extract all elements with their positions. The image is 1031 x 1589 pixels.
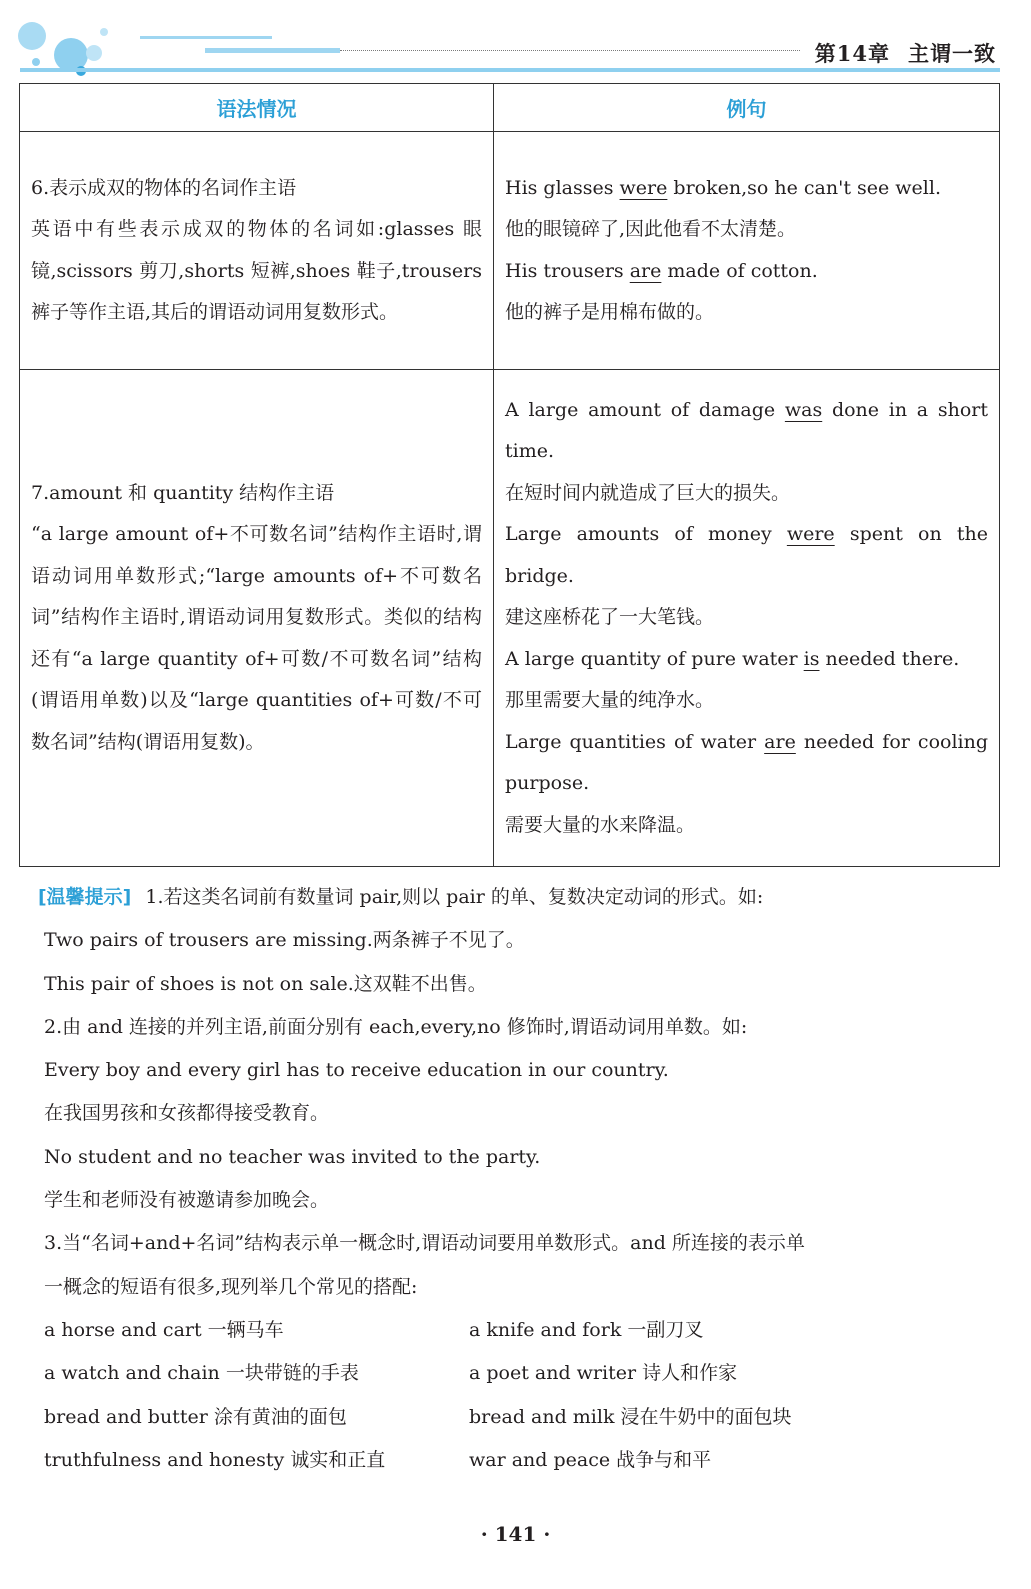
chapter-name: 主谓一致 (908, 41, 996, 66)
example-sentence: A large quantity of pure water is needed there. (505, 647, 960, 670)
collocation-item: a poet and writer 诗人和作家 (469, 1362, 738, 1385)
example-sentence: 建这座桥花了一大笔钱。 (505, 606, 715, 629)
example-list (495, 390, 998, 847)
collocation-item: truthfulness and honesty 诚实和正直 (44, 1448, 386, 1471)
chapter-title (815, 38, 996, 68)
tip-line: No student and no teacher was invited to the party. (44, 1145, 541, 1168)
collocation-item: bread and butter 涂有黄油的面包 (44, 1405, 347, 1428)
decorative-bubble-icon (18, 22, 46, 50)
col-header-examples: 例句 (494, 84, 1000, 132)
chapter-number: 第14章 (814, 41, 890, 66)
example-cell (494, 132, 1000, 370)
underlined-verb: were (786, 523, 835, 546)
table-header-row (20, 84, 1000, 132)
tip-line: 学生和老师没有被邀请参加晚会。 (44, 1189, 330, 1212)
rule-body: “a large amount of+不可数名词”结构作主语时,谓语动词用单数形式;“large amounts of+不可数名词”结构作主语时,谓语动词用复数形式。类似的结构还有“a large quantity of+可数/不可数名词”结构(谓语用单数)以及“large quantities of+可数/不可数名词”结构(谓语用复数)。 (31, 523, 482, 753)
grammar-table (19, 83, 1000, 867)
tip-line: Two pairs of trousers are missing.两条裤子不见了。 (44, 929, 525, 952)
underlined-verb: was (784, 398, 823, 421)
underlined-verb: is (803, 647, 820, 670)
tip-line: 3.当“名词+and+名词”结构表示单一概念时,谓语动词要用单数形式。and 所连接的表示单 (44, 1232, 805, 1255)
decorative-bubble-icon (100, 28, 108, 36)
grammar-cell (20, 370, 494, 867)
tip-line: [温馨提示] 1.若这类名词前有数量词 pair,则以 pair 的单、复数决定动词的形式。如: (38, 886, 764, 908)
example-sentence: Large amounts of money were spent on the bridge. (505, 523, 988, 587)
tips-section (38, 876, 999, 1482)
header-rule (140, 36, 272, 39)
rule-body: 英语中有些表示成双的物体的名词如:glasses 眼镜,scissors 剪刀,shorts 短裤,shoes 鞋子,trousers 裤子等作主语,其后的谓语动词用复数形式。 (31, 218, 482, 323)
page-number: · 141 · (480, 1522, 551, 1546)
example-sentence: 在短时间内就造成了巨大的损失。 (505, 481, 791, 504)
collocation-item: a watch and chain 一块带链的手表 (44, 1362, 359, 1385)
collocation-item: war and peace 战争与和平 (469, 1448, 712, 1471)
decorative-bubble-icon (32, 58, 40, 66)
header-band (20, 68, 1000, 72)
tip-line: This pair of shoes is not on sale.这双鞋不出售。 (44, 972, 487, 995)
example-sentence: 他的眼镜碎了,因此他看不太清楚。 (505, 218, 797, 240)
example-sentence: His trousers are made of cotton. (505, 259, 818, 282)
collocation-item: a knife and fork 一副刀叉 (469, 1318, 704, 1341)
col-header-grammar: 语法情况 (20, 84, 494, 132)
tips-tag: [温馨提示] (38, 886, 132, 908)
example-sentence: 需要大量的水来降温。 (505, 813, 696, 836)
collocation-list (44, 1309, 999, 1482)
example-sentence: His glasses were broken,so he can't see well. (505, 176, 941, 199)
tip-line: 2.由 and 连接的并列主语,前面分别有 each,every,no 修饰时,谓语动词用单数。如: (44, 1015, 748, 1038)
example-sentence: A large amount of damage was done in a short time. (505, 398, 989, 463)
collocation-item: a horse and cart 一辆马车 (44, 1318, 284, 1341)
underlined-verb: are (629, 259, 662, 282)
tip-line: Every boy and every girl has to receive education in our country. (44, 1059, 669, 1082)
example-sentence: Large quantities of water are needed for cooling purpose. (505, 730, 988, 795)
example-cell (494, 370, 1000, 867)
table-row (20, 132, 1000, 370)
example-sentence: 他的裤子是用棉布做的。 (505, 301, 715, 323)
tip-line: 在我国男孩和女孩都得接受教育。 (44, 1102, 330, 1125)
rule-title: 7.amount 和 quantity 结构作主语 (31, 481, 335, 504)
table-row (20, 370, 1000, 867)
underlined-verb: are (764, 730, 796, 753)
collocation-item: bread and milk 浸在牛奶中的面包块 (469, 1405, 792, 1428)
tip-line: 一概念的短语有很多,现列举几个常见的搭配: (44, 1275, 418, 1298)
header-dotted-rule (340, 50, 800, 51)
rule-title: 6.表示成双的物体的名词作主语 (31, 176, 297, 199)
example-sentence: 那里需要大量的纯净水。 (505, 689, 715, 712)
underlined-verb: were (619, 176, 668, 199)
example-list (495, 168, 998, 334)
grammar-cell (20, 132, 494, 370)
header-rule (205, 48, 340, 53)
decorative-bubble-icon (86, 45, 102, 61)
page-header (0, 0, 1031, 80)
